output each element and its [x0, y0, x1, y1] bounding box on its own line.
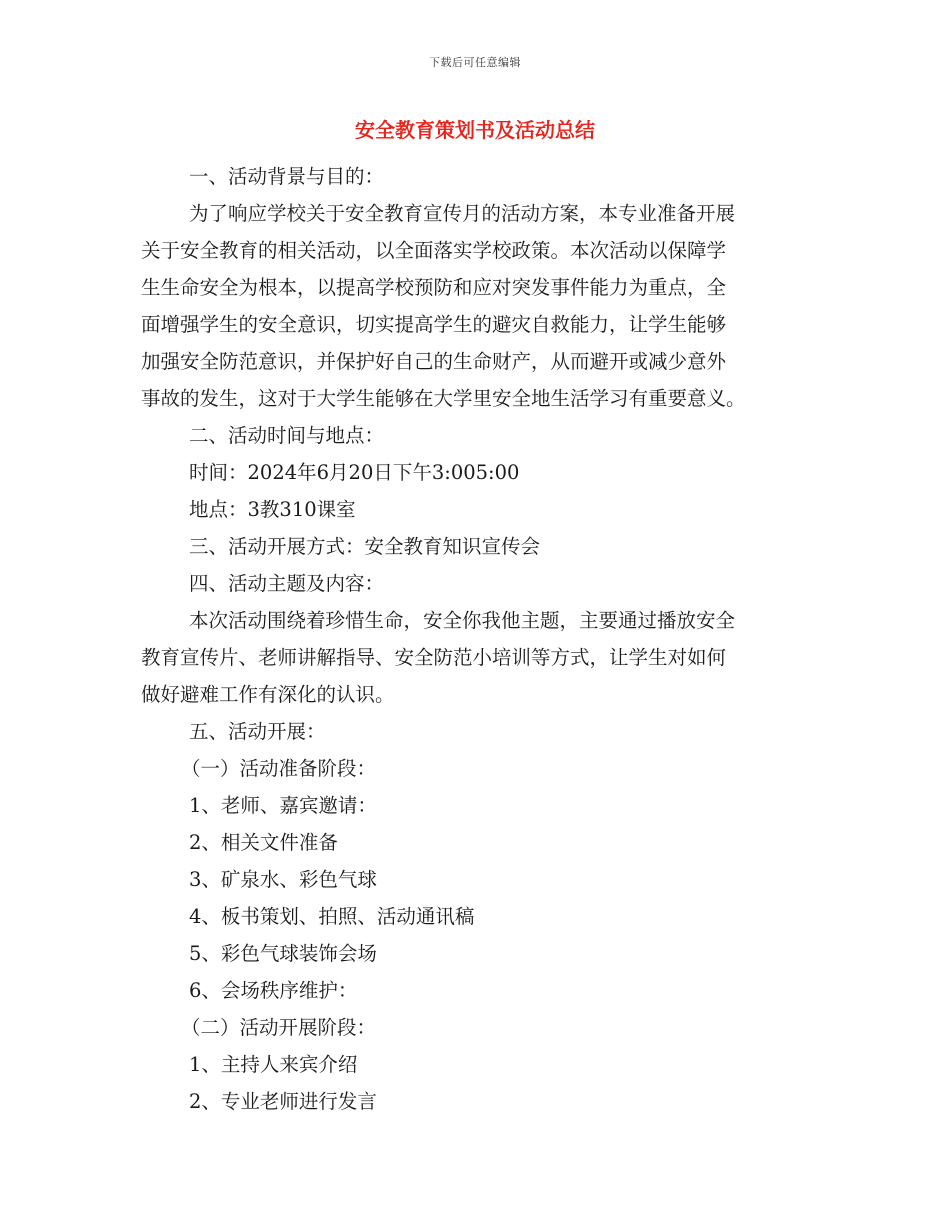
paragraph-line: 2、专业老师进行发言	[189, 1090, 377, 1113]
header-note: 下载后可任意编辑	[429, 56, 521, 69]
paragraph-line: 地点：3教310课室	[189, 498, 356, 521]
paragraph-line: 加强安全防范意识，并保护好自己的生命财产，从而避开或减少意外	[141, 350, 727, 373]
paragraph-line: 3、矿泉水、彩色气球	[189, 868, 377, 891]
document-title: 安全教育策划书及活动总结	[355, 118, 595, 142]
paragraph-line: 一、活动背景与目的：	[189, 165, 385, 188]
paragraph-line: 2、相关文件准备	[189, 831, 338, 854]
paragraph-line: 面增强学生的安全意识，切实提高学生的避灾自救能力，让学生能够	[141, 313, 727, 336]
paragraph-line: 四、活动主题及内容：	[189, 572, 385, 595]
paragraph-line: 1、老师、嘉宾邀请：	[189, 794, 377, 817]
document-body	[141, 158, 811, 1120]
paragraph-line: 4、板书策划、拍照、活动通讯稿	[189, 905, 475, 928]
paragraph-line: 关于安全教育的相关活动，以全面落实学校政策。本次活动以保障学	[141, 239, 727, 262]
paragraph-line: （一）活动准备阶段：	[181, 757, 377, 780]
paragraph-line: 五、活动开展：	[189, 720, 326, 743]
paragraph-line: 为了响应学校关于安全教育宣传月的活动方案，本专业准备开展	[189, 202, 736, 225]
paragraph-line: 5、彩色气球装饰会场	[189, 942, 377, 965]
paragraph-line: 做好避难工作有深化的认识。	[141, 683, 395, 706]
paragraph-line: 二、活动时间与地点：	[189, 424, 385, 447]
paragraph-line: 1、主持人来宾介绍	[189, 1053, 358, 1076]
paragraph-line: 教育宣传片、老师讲解指导、安全防范小培训等方式，让学生对如何	[141, 646, 727, 669]
paragraph-line: 事故的发生，这对于大学生能够在大学里安全地生活学习有重要意义。	[141, 387, 746, 410]
paragraph-line: 6、会场秩序维护：	[189, 979, 358, 1002]
paragraph-line: 三、活动开展方式：安全教育知识宣传会	[189, 535, 541, 558]
paragraph-line: 生生命安全为根本，以提高学校预防和应对突发事件能力为重点，全	[141, 276, 727, 299]
paragraph-line: 本次活动围绕着珍惜生命，安全你我他主题，主要通过播放安全	[189, 609, 736, 632]
paragraph-line: （二）活动开展阶段：	[181, 1016, 377, 1039]
paragraph-line: 时间：2024年6月20日下午3:005:00	[189, 461, 520, 484]
